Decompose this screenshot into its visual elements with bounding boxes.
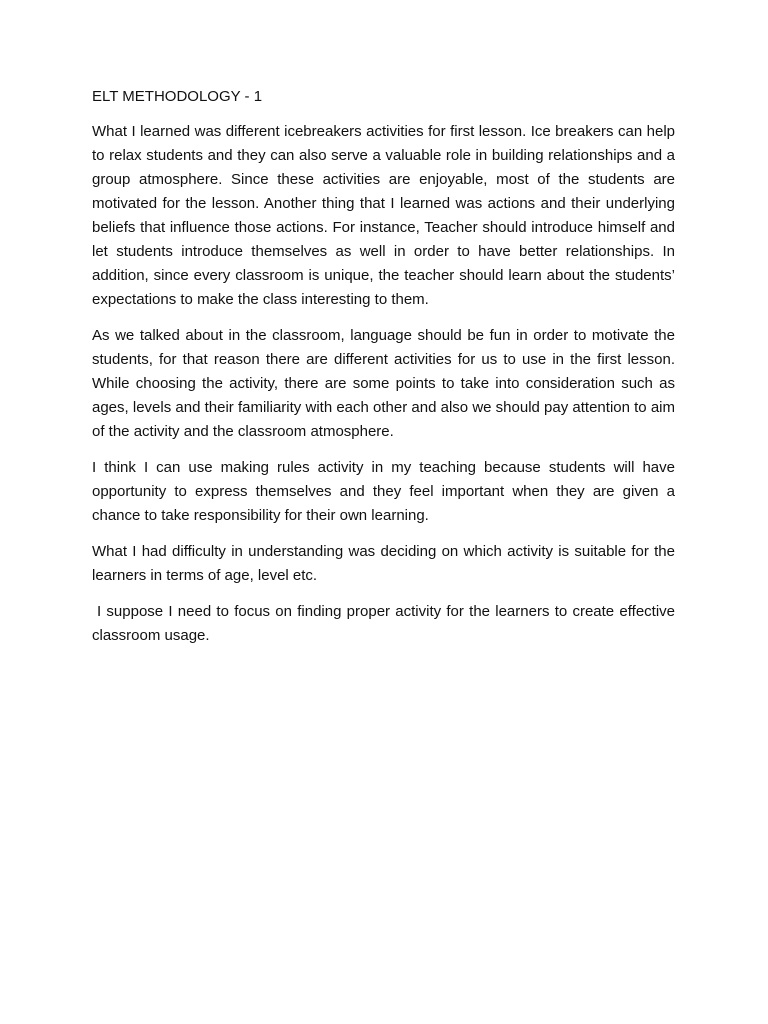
paragraph-icebreakers: What I learned was different icebreakers activities for first lesson. Ice breakers can help to relax students and they can also serve a valuable role in building relationships and a group atmosphere. Since these activities are enjoyable, most of the students are motivated for the lesson. Another thing that I learned was actions and their underlying beliefs that influence those actions. For instance, Teacher should introduce himself and let students introduce themselves as well in order to have better relationships. In addition, since every classroom is unique, the teacher should learn about the students’ expectations to make the class interesting to them. <box>92 123 675 308</box>
paragraph-classroom-fun: As we talked about in the classroom, language should be fun in order to motivate the students, for that reason there are different activities for us to use in the first lesson. While choosing the activity, there are some points to take into consideration such as ages, levels and their familiarity with each other and also we should pay attention to aim of the activity and the classroom atmosphere. <box>92 327 675 440</box>
paragraph-focus: I suppose I need to focus on finding proper activity for the learners to create effective classroom usage. <box>92 603 675 644</box>
paragraph-making-rules: I think I can use making rules activity in my teaching because students will have opportunity to express themselves and they feel important when they are given a chance to take responsibility for their own learning. <box>92 459 675 524</box>
document-body <box>92 86 675 660</box>
document-title: ELT METHODOLOGY - 1 <box>92 88 263 105</box>
paragraph-difficulty: What I had difficulty in understanding was deciding on which activity is suitable for the learners in terms of age, level etc. <box>92 543 675 584</box>
